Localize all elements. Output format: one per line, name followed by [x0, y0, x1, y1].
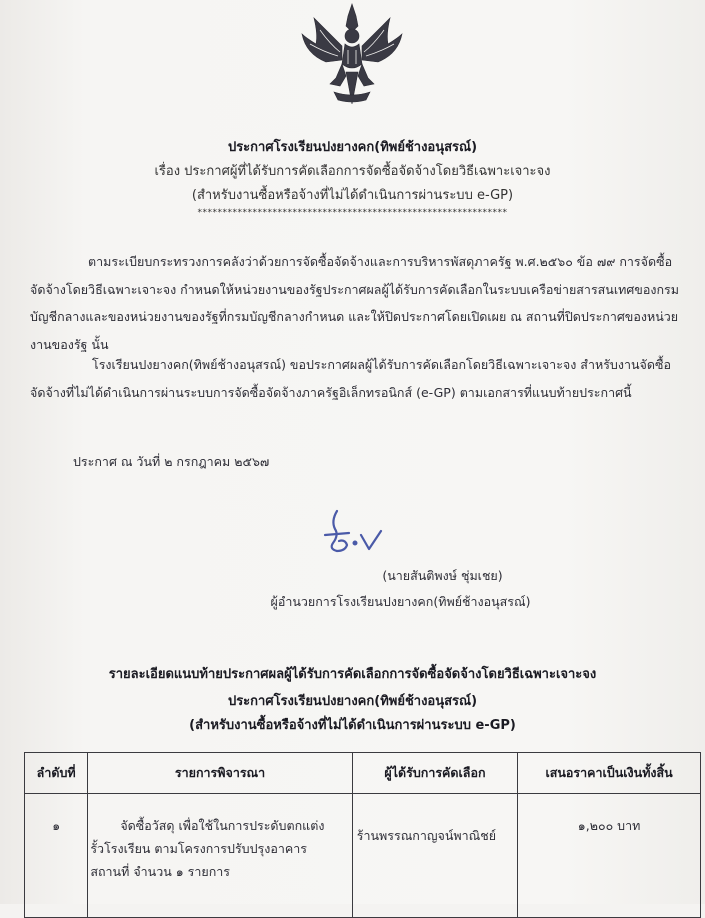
body-paragraph-1: ตามระเบียบกระทรวงการคลังว่าด้วยการจัดซื้อจัดจ้างและการบริหารพัสดุภาครัฐ พ.ศ.๒๕๖๐ ข้อ ๗๙ การจัดซื้อจัดจ้างโดยวิธีเฉพาะเจาะจง กำหนดให้หน่วยงานของรัฐประกาศผลผู้ได้รับการคัดเลือกในระบบเครือข่ายสารสนเทศของกรมบัญชีกลางและของหน่วยงานของรัฐที่กรมบัญชีกลางกำหนด และให้ปิดประกาศโดยเปิดเผย ณ สถานที่ปิดประกาศของหน่วยงานของรัฐ นั้น	[30, 254, 679, 352]
separator-line: **************************************************************	[197, 208, 508, 218]
attachment-org: ประกาศโรงเรียนปงยางคก(ทิพย์ช้างอนุสรณ์)	[227, 694, 478, 709]
announcement-title: ประกาศโรงเรียนปงยางคก(ทิพย์ช้างอนุสรณ์)	[227, 140, 478, 155]
table-row	[25, 794, 701, 918]
table-header-row	[25, 753, 701, 794]
header-item: รายการพิจารณา	[88, 753, 352, 794]
attachment-note: (สำหรับงานซื้อหรือจ้างที่ไม่ได้ดำเนินการผ่านระบบ e-GP)	[189, 718, 516, 733]
row-price: ๑,๒๐๐ บาท	[518, 794, 701, 918]
header-price: เสนอราคาเป็นเงินทั้งสิ้น	[518, 753, 701, 794]
body-paragraph-2: โรงเรียนปงยางคก(ทิพย์ช้างอนุสรณ์) ขอประกาศผลผู้ได้รับการคัดเลือกโดยวิธีเฉพาะเจาะจง สำหรับงานจัดซื้อจัดจ้างที่ไม่ได้ดำเนินการผ่านระบบการจัดซื้อจัดจ้างภาครัฐอิเล็กทรอนิกส์ (e-GP) ตามเอกสารที่แนบท้ายประกาศนี้	[30, 357, 671, 400]
attachment-heading: รายละเอียดแนบท้ายประกาศผลผู้ได้รับการคัดเลือกการจัดซื้อจัดจ้างโดยวิธีเฉพาะเจาะจง	[108, 667, 597, 682]
row-item-line-2: รั้วโรงเรียน ตามโครงการปรับปรุงอาคาร	[90, 841, 307, 856]
signer-position: ผู้อำนวยการโรงเรียนปงยางคก(ทิพย์ช้างอนุสรณ์)	[270, 594, 531, 609]
row-item-line-1: จัดซื้อวัสดุ เพื่อใช้ในการประดับตกแต่ง	[120, 818, 325, 833]
announcement-subnote: (สำหรับงานซื้อหรือจ้างที่ไม่ได้ดำเนินการผ่านระบบ e-GP)	[191, 188, 514, 203]
row-sequence: ๑	[25, 794, 88, 918]
announcement-subject: เรื่อง ประกาศผู้ที่ได้รับการคัดเลือกการจัดซื้อจัดจ้างโดยวิธีเฉพาะเจาะจง	[154, 164, 551, 179]
row-item-line-3: สถานที่ จำนวน ๑ รายการ	[90, 864, 231, 879]
signature-icon	[315, 505, 397, 559]
announcement-date: ประกาศ ณ วันที่ ๒ กรกฎาคม ๒๕๖๗	[73, 454, 270, 469]
award-table	[24, 752, 701, 918]
header-winner: ผู้ได้รับการคัดเลือก	[352, 753, 517, 794]
signer-name: (นายสันติพงษ์ ชุ่มเชย)	[382, 568, 503, 583]
row-item	[88, 794, 352, 918]
row-winner: ร้านพรรณกาญจน์พาณิชย์	[352, 794, 517, 918]
header-sequence: ลำดับที่	[25, 753, 88, 794]
garuda-emblem-icon	[296, 0, 408, 112]
